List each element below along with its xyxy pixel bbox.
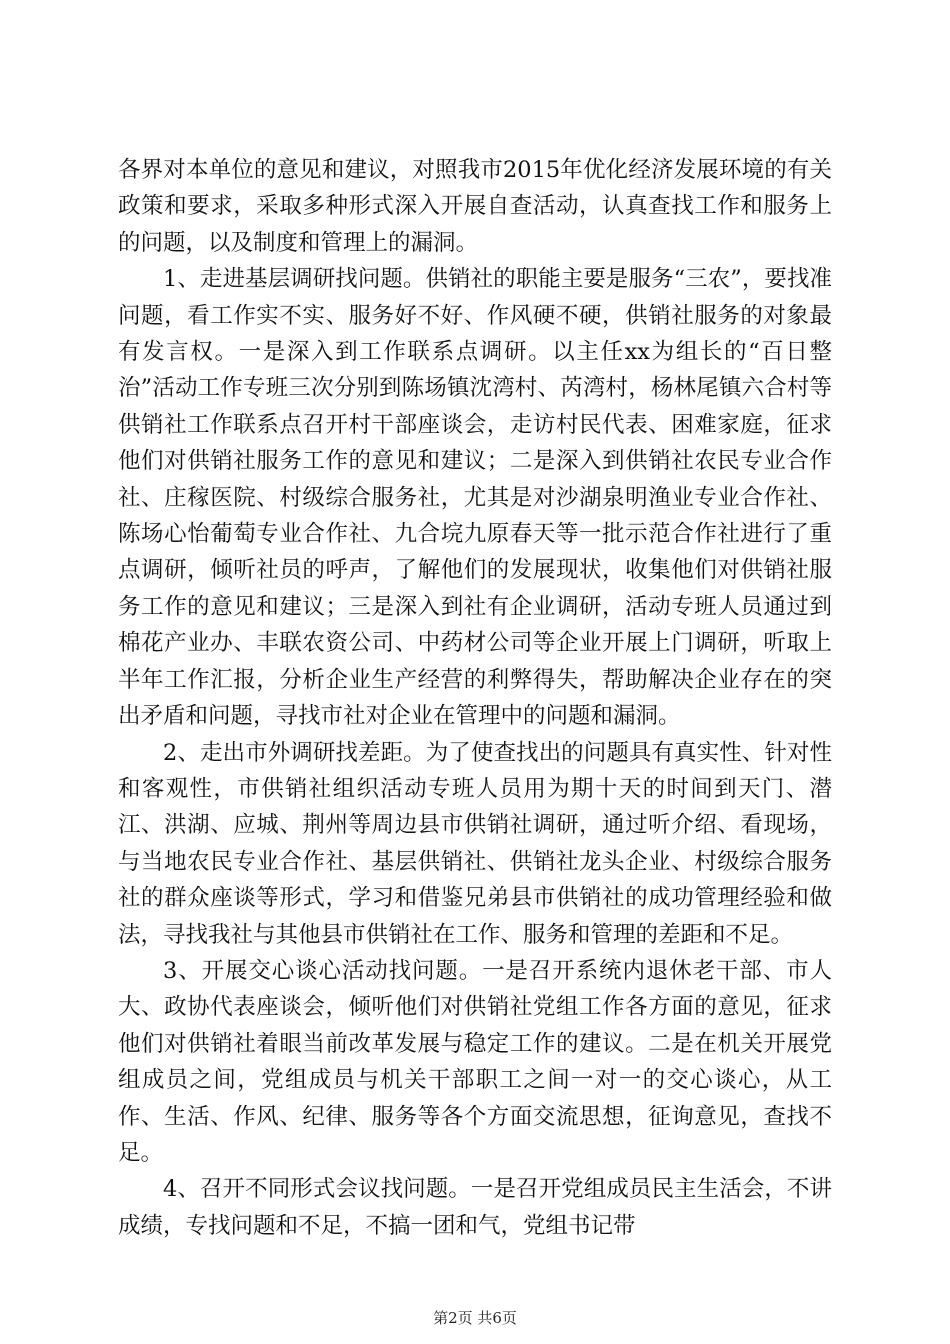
paragraph-item-3: 3、开展交心谈心活动找问题。一是召开系统内退休老干部、市人大、政协代表座谈会，倾听他们对供销社党组工作各方面的意见，征求他们对供销社着眼当前改革发展与稳定工作的建议。二是在机关开展党组成员之间，党组成员与机关干部职工之间一对一的交心谈心，从工作、生活、作风、纪律、服务等各个方面交流思想，征询意见，查找不足。	[118, 957, 832, 1166]
document-body	[118, 152, 832, 1244]
page-number-footer: 第2页 共6页	[433, 1309, 517, 1327]
paragraph-item-1: 1、走进基层调研找问题。供销社的职能主要是服务“三农”，要找准问题，看工作实不实、服务好不好、作风硬不硬，供销社服务的对象最有发言权。一是深入到工作联系点调研。以主任xx为组长的“百日整治”活动工作专班三次分别到陈场镇沈湾村、芮湾村，杨林尾镇六合村等供销社工作联系点召开村干部座谈会，走访村民代表、困难家庭，征求他们对供销社服务工作的意见和建议；二是深入到供销社农民专业合作社、庄稼医院、村级综合服务社，尤其是对沙湖泉明渔业专业合作社、陈场心怡葡萄专业合作社、九合垸九原春天等一批示范合作社进行了重点调研，倾听社员的呼声，了解他们的发展现状，收集他们对供销社服务工作的意见和建议；三是深入到社有企业调研，活动专班人员通过到棉花产业办、丰联农资公司、中药材公司等企业开展上门调研，听取上半年工作汇报，分析企业生产经营的利弊得失，帮助解决企业存在的突出矛盾和问题，寻找市社对企业在管理中的问题和漏洞。	[118, 266, 832, 730]
paragraph-item-4: 4、召开不同形式会议找问题。一是召开党组成员民主生活会，不讲成绩，专找问题和不足，不搞一团和气，党组书记带	[118, 1176, 832, 1239]
paragraph-item-2: 2、走出市外调研找差距。为了使查找出的问题具有真实性、针对性和客观性，市供销社组织活动专班人员用为期十天的时间到天门、潜江、洪湖、应城、荆州等周边县市供销社调研，通过听介绍、看现场，与当地农民专业合作社、基层供销社、供销社龙头企业、村级综合服务社的群众座谈等形式，学习和借鉴兄弟县市供销社的成功管理经验和做法，寻找我社与其他县市供销社在工作、服务和管理的差距和不足。	[118, 739, 832, 948]
paragraph-continuation: 各界对本单位的意见和建议，对照我市2015年优化经济发展环境的有关政策和要求，采取多种形式深入开展自查活动，认真查找工作和服务上的问题，以及制度和管理上的漏洞。	[118, 157, 832, 256]
